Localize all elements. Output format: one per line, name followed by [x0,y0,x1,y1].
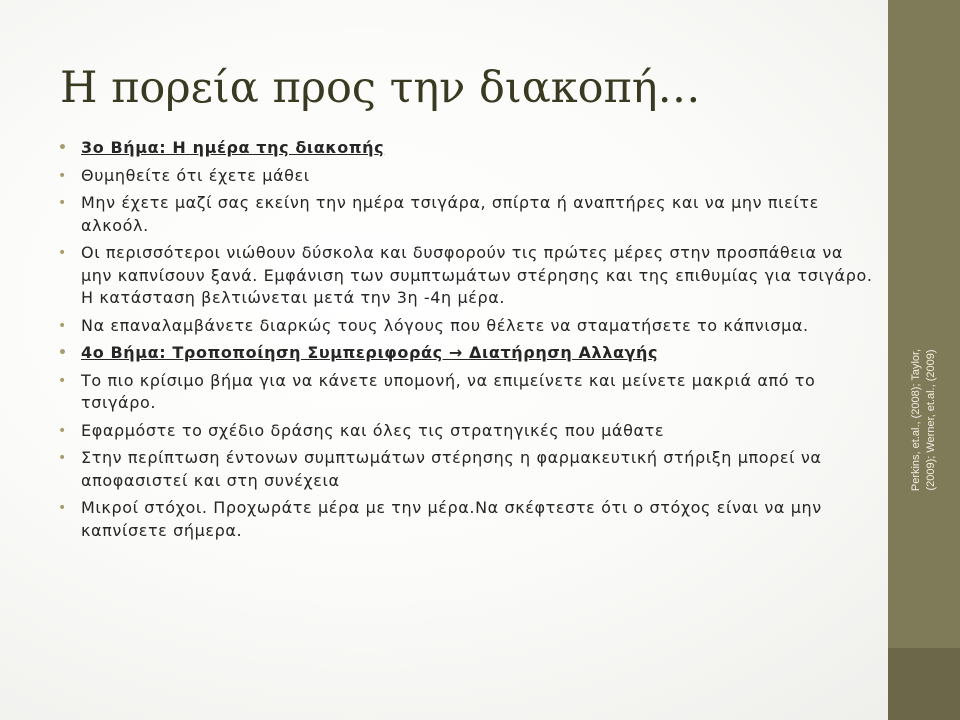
bullet-text: Να επαναλαμβάνετε διαρκώς τους λόγους που θέλετε να σταματήσετε το κάπνισμα. [81,315,809,335]
bullet-dot: • [58,450,67,466]
bullet-dot: • [58,345,68,361]
bullet-dot: • [58,245,67,261]
bullet-item [58,420,878,443]
bullet-text: Οι περισσότεροι νιώθουν δύσκολα και δυσφορούν τις πρώτες μέρες στην προσπάθεια να μην καπνίσουν ξανά. Εμφάνιση των συμπτωμάτων στέρησης και της επιθυμίας για τσιγάρο. Η κατάσταση βελτιώνεται μετά την 3η -4η μέρα. [81,243,873,307]
bullet-text: Το πιο κρίσιμο βήμα για να κάνετε υπομονή, να επιμείνετε και μείνετε μακριά από το τσιγάρο. [81,370,816,412]
slide-title: Η πορεία προς την διακοπή… [60,63,701,113]
sidebar-footer-block [888,648,960,720]
bullet-text: Εφαρμόστε το σχέδιο δράσης και όλες τις στρατηγικές που μάθατε [81,420,665,440]
bullet-heading [58,342,878,365]
bullet-item [58,370,878,415]
bullet-item [58,315,878,338]
sidebar [888,0,960,720]
bullet-item [58,447,878,492]
bullet-dot: • [58,140,68,156]
bullet-dot: • [58,422,67,439]
citation-line-2: (2009); Werner, et.al., (2009) [925,349,937,491]
bullet-dot: • [58,167,67,184]
bullet-dot: • [58,317,67,334]
bullet-item [58,192,878,237]
bullet-dot: • [58,500,67,516]
bullet-text: 3ο Βήμα: Η ημέρα της διακοπής [81,138,385,157]
bullet-heading [58,137,878,160]
bullet-text: Στην περίπτωση έντονων συμπτωμάτων στέρησης η φαρμακευτική στήριξη μπορεί να αποφασιστεί και στη συνέχεια [81,448,822,490]
bullet-list [58,137,878,547]
bullet-text: 4ο Βήμα: Τροποποίηση Συμπεριφοράς → Διατήρηση Αλλαγής [81,343,659,362]
bullet-item [58,497,878,542]
bullet-text: Μικροί στόχοι. Προχωράτε μέρα με την μέρα.Να σκέφτεστε ότι ο στόχος είναι να μην καπνίσετε σήμερα. [81,498,822,540]
bullet-dot: • [58,195,67,211]
bullet-item [58,165,878,188]
bullet-text: Θυμηθείτε ότι έχετε μάθει [81,165,310,185]
citation-text [909,310,939,530]
bullet-item [58,242,878,310]
bullet-dot: • [58,372,67,389]
bullet-text: Μην έχετε μαζί σας εκείνη την ημέρα τσιγάρα, σπίρτα ή αναπτήρες και να μην πιείτε αλκοόλ. [81,193,819,235]
citation-line-1: Perkins, et.al., (2008); Taylor, [910,348,922,492]
